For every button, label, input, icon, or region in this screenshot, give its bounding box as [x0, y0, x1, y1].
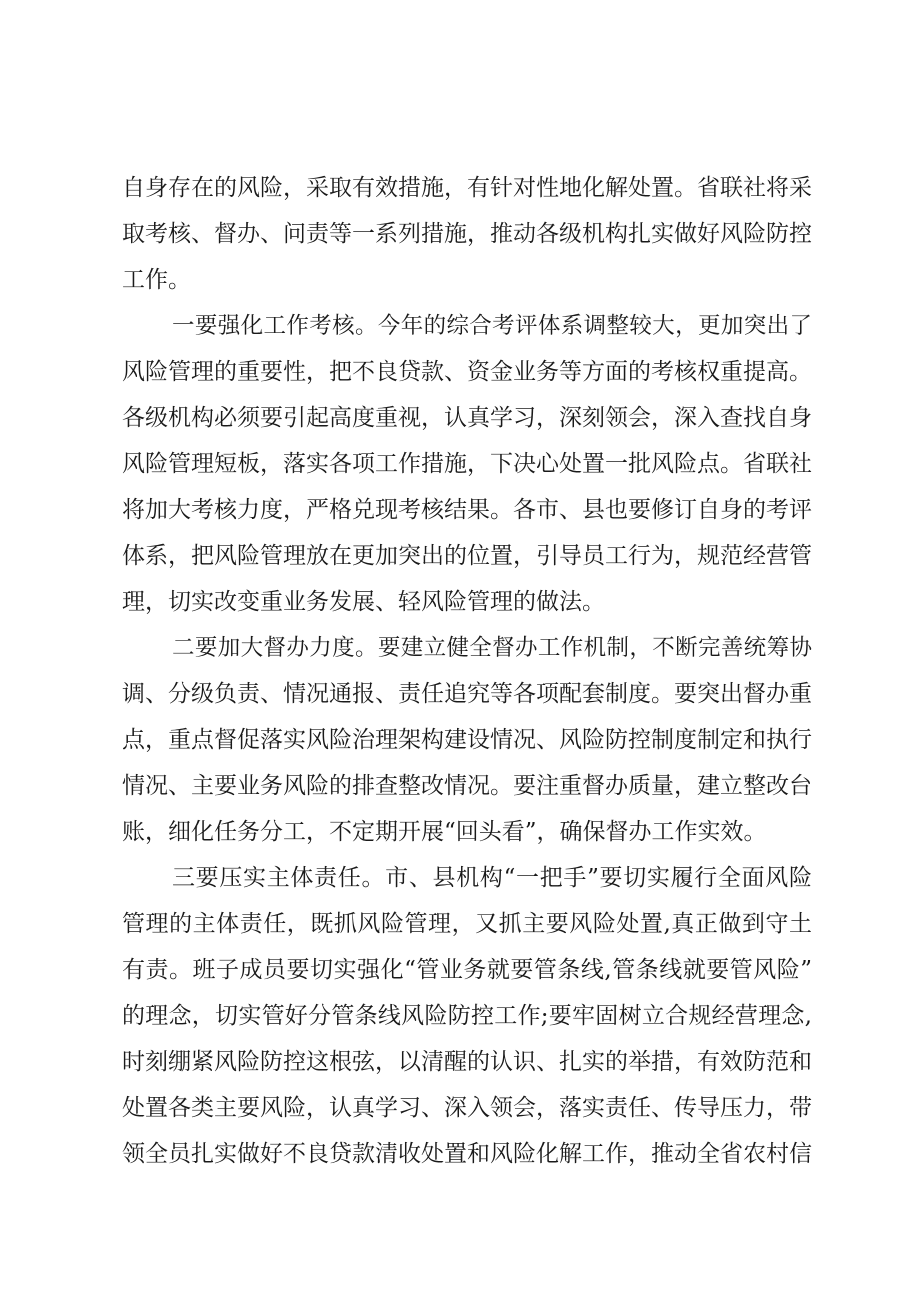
- paragraph-line: 账，细化任务分工，不定期开展“回头看”，确保督办工作实效。: [122, 819, 767, 845]
- paragraph-line: 处置各类主要风险，认真学习、深入领会，落实责任、传导压力，带: [122, 1095, 812, 1121]
- paragraph-line: 风险管理的重要性，把不良贷款、资金业务等方面的考核权重提高。: [122, 359, 812, 385]
- paragraph-line: 调、分级负责、情况通报、责任追究等各项配套制度。要突出督办重: [122, 681, 812, 707]
- paragraph-line: 将加大考核力度，严格兑现考核结果。各市、县也要修订自身的考评: [122, 497, 812, 523]
- paragraph-line: 取考核、督办、问责等一系列措施，推动各级机构扎实做好风险防控: [122, 221, 812, 247]
- paragraph-line: 领全员扎实做好不良贷款清收处置和风险化解工作，推动全省农村信: [122, 1141, 812, 1167]
- paragraph-line: 二要加大督办力度。要建立健全督办工作机制，不断完善统筹协: [172, 635, 812, 661]
- paragraph-line: 理，切实改变重业务发展、轻风险管理的做法。: [122, 589, 605, 615]
- paragraph-line: 风险管理短板，落实各项工作措施，下决心处置一批风险点。省联社: [122, 451, 812, 477]
- paragraph-line: 的理念，切实管好分管条线风险防控工作;要牢固树立合规经营理念,: [122, 1003, 812, 1029]
- paragraph-line: 管理的主体责任，既抓风险管理，又抓主要风险处置,真正做到守土: [122, 911, 812, 937]
- paragraph-line: 时刻绷紧风险防控这根弦，以清醒的认识、扎实的举措，有效防范和: [122, 1049, 812, 1075]
- paragraph-line: 点，重点督促落实风险治理架构建设情况、风险防控制度制定和执行: [122, 727, 812, 753]
- paragraph-line: 各级机构必须要引起高度重视，认真学习，深刻领会，深入查找自身: [122, 405, 812, 431]
- paragraph-line: 三要压实主体责任。市、县机构“一把手”要切实履行全面风险: [172, 865, 812, 891]
- paragraph-line: 情况、主要业务风险的排查整改情况。要注重督办质量，建立整改台: [122, 773, 812, 799]
- paragraph-line: 有责。班子成员要切实强化“管业务就要管条线,管条线就要管风险”: [122, 957, 812, 983]
- paragraph-line: 体系，把风险管理放在更加突出的位置，引导员工行为，规范经营管: [122, 543, 812, 569]
- paragraph-line: 一要强化工作考核。今年的综合考评体系调整较大，更加突出了: [172, 313, 812, 339]
- paragraph-line: 自身存在的风险，采取有效措施，有针对性地化解处置。省联社将采: [122, 175, 812, 201]
- paragraph-line: 工作。: [122, 267, 191, 293]
